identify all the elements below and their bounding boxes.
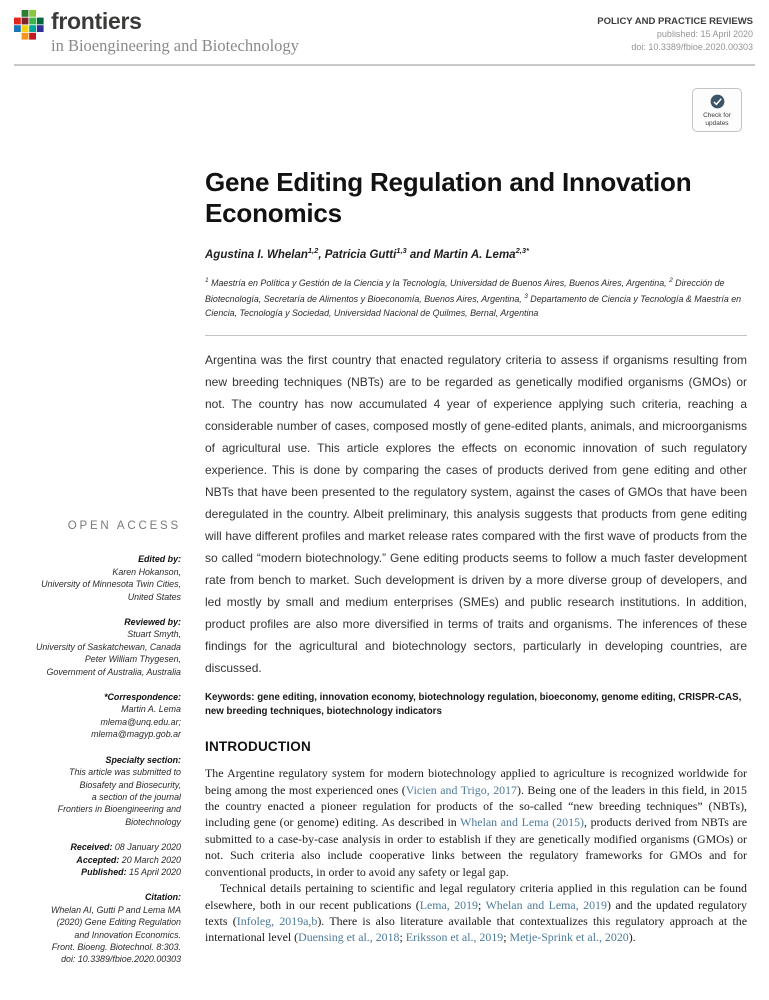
- text-run: The Argentine regulatory system for modern biotechnology applied to agriculture is recognized worldwide for being among the most experienced ones (: [205, 766, 747, 797]
- edited-by-label: Edited by:: [138, 554, 181, 565]
- correspondence-lines: [18, 703, 181, 740]
- doi-line[interactable]: doi: 10.3389/fbioe.2020.00303: [631, 41, 753, 52]
- dates-section: [18, 841, 181, 878]
- received-value: 08 January 2020: [114, 842, 181, 853]
- header-divider: [14, 64, 755, 66]
- text-line: Front. Bioeng. Biotechnol. 8:303.: [51, 941, 181, 952]
- text-line: and Innovation Economics.: [74, 929, 181, 940]
- journal-name: frontiers: [51, 8, 142, 34]
- text-line: Peter William Thygesen,: [84, 654, 181, 665]
- edited-by-lines: [18, 566, 181, 603]
- affiliation-marker: 3: [524, 293, 528, 301]
- text-line: Government of Australia, Australia: [46, 666, 181, 677]
- check-for-updates-label: [703, 112, 731, 127]
- citation-section: [18, 891, 181, 965]
- intro-paragraph-2: [205, 880, 747, 946]
- text-line: Karen Hokanson,: [112, 566, 181, 577]
- published-date-line: published: 15 April 2020: [656, 29, 753, 39]
- text-line: University of Minnesota Twin Cities,: [41, 579, 181, 590]
- citation-link[interactable]: Metje-Sprink et al., 2020: [509, 930, 629, 945]
- text-line: updates: [705, 119, 729, 127]
- crossmark-icon: [710, 94, 725, 109]
- article-type: POLICY AND PRACTICE REVIEWS: [597, 16, 753, 27]
- published-label: Published:: [81, 866, 127, 877]
- check-for-updates-badge[interactable]: [692, 88, 742, 132]
- article-title: Gene Editing Regulation and Innovation Economics: [205, 167, 692, 228]
- text-line: Martin A. Lema: [121, 704, 181, 715]
- text-run: ). There is also literature available that contextualizes this regulatory approach at the international level (: [205, 913, 748, 945]
- text-run: Technical details pertaining to scientific and legal regulatory criteria applied in this regulation can be found elsewhere, both in our recent publications (: [205, 881, 747, 912]
- citation-label: Citation:: [145, 892, 181, 903]
- affiliation-marker: 2: [669, 276, 673, 284]
- reviewed-by-section: [18, 616, 181, 678]
- frontiers-logo-icon: [14, 10, 45, 44]
- text-line: Biotechnology: [125, 816, 181, 827]
- citation-lines: [18, 904, 181, 966]
- journal-subtitle: in Bioengineering and Biotechnology: [51, 36, 299, 55]
- text-line: Biosafety and Biosecurity,: [79, 779, 181, 790]
- text-line: Stuart Smyth,: [127, 629, 181, 640]
- text-line: This article was submitted to: [69, 767, 181, 778]
- text-line: a section of the journal: [91, 791, 181, 802]
- author-affiliation-marker: 1,3: [396, 246, 407, 255]
- email-link[interactable]: mlema@magyp.gob.ar: [91, 729, 181, 740]
- text-run: ).: [628, 930, 636, 945]
- keywords-text: gene editing, innovation economy, biotechnology regulation, bioeconomy, genome editing, CRISPR-CAS, new breeding techniques, biotechnology indicators: [205, 692, 742, 718]
- intro-paragraph-1: [205, 765, 747, 880]
- correspondence-section: [18, 691, 181, 741]
- specialty-lines: [18, 766, 181, 828]
- article-main-column: [205, 167, 747, 946]
- abstract-text: Argentina was the first country that enacted regulatory criteria to assess if organisms resulting from new breeding techniques (NBTs) are to be regarded as genetically modified organisms (GMOs) or not. The country has now accumulated 4 year of experience applying such criteria, reaching a considerable number of cases, composed mostly of gene-edited plants, animals, and microorganisms of agricultural use. This article explores the effects on economic innovation of such regulatory experience. This is done by comparing the cases of products derived from gene editing and other NBTs that have been presented to the regulatory system, against the cases of GMOs that have been deregulated in the country. Albeit preliminary, this analysis suggests that products from gene editing will have different profiles and market release rates compared with the first wave of products from the so called “modern biotechnology.” Gene editing products seems to follow a much faster development rate from bench to market. Such development is driven by a more diverse group of developers, and led mostly by small and medium enterprises (SMEs) and public research institutions. In addition, product profiles are also more diversified in terms of traits and organisms. The inferences of these findings for the agricultural and biotechnology sectors, particularly in developing countries, are discussed.: [205, 353, 747, 676]
- accepted-label: Accepted:: [76, 854, 120, 865]
- frontiers-brand[interactable]: [14, 10, 299, 56]
- author-name: Martin A. Lema: [433, 248, 516, 261]
- author-name: Agustina I. Whelan: [205, 248, 308, 261]
- reviewed-by-label: Reviewed by:: [124, 617, 181, 628]
- edited-by-section: [18, 553, 181, 603]
- citation-link[interactable]: Whelan and Lema, 2019: [485, 897, 607, 912]
- abstract-divider: [205, 335, 747, 336]
- brand-text: [51, 10, 299, 56]
- citation-link[interactable]: Duensing et al., 2018: [298, 930, 400, 945]
- text-line: Check for: [703, 112, 731, 119]
- text-line: Whelan AI, Gutti P and Lema MA: [50, 904, 181, 915]
- text-line: doi: 10.3389/fbioe.2020.00303: [61, 954, 181, 965]
- correspondence-label: *Correspondence:: [104, 692, 181, 703]
- text-run: ;: [503, 930, 510, 945]
- author-affiliation-marker: 2,3*: [515, 246, 529, 255]
- text-run: ) and the updated regulatory texts (: [205, 897, 747, 928]
- specialty-section: [18, 754, 181, 828]
- citation-link[interactable]: Infoleg, 2019a,b: [236, 913, 318, 928]
- specialty-label: Specialty section:: [105, 754, 181, 765]
- affiliation-marker: 1: [205, 276, 209, 284]
- open-access-label: OPEN ACCESS: [67, 520, 181, 532]
- reviewed-by-lines: [18, 628, 181, 678]
- author-affiliation-marker: 1,2: [307, 246, 319, 255]
- published-value: 15 April 2020: [129, 866, 181, 877]
- author-name: Patricia Gutti: [324, 248, 397, 261]
- article-info-sidebar: [18, 520, 181, 979]
- text-run: , products derived from NBTs are submitted to a case-by-case analysis in order to establish if they are genetically modified organisms (GMOs) or not. Such criteria also include cooperative links between the regulatory frameworks for GMOs and for conventional products, in order to avoid any safety or legal gap.: [205, 815, 747, 879]
- text-run: ;: [478, 897, 486, 912]
- keywords-label: Keywords:: [205, 692, 255, 704]
- text-line: University of Saskatchewan, Canada: [35, 641, 181, 652]
- citation-link[interactable]: Lema, 2019: [419, 897, 478, 912]
- journal-header: [14, 10, 753, 56]
- article-meta-block: [597, 10, 753, 53]
- received-line: [18, 841, 181, 853]
- text-run: ;: [399, 930, 406, 945]
- accepted-line: [18, 854, 181, 866]
- author-list: Agustina I. Whelan$^{1,2}$, Patricia Gutti$^{1,3}$ and Martin A. Lema$^{2,3*}$: [205, 246, 529, 261]
- keywords-line: [205, 691, 747, 719]
- citation-link[interactable]: Whelan and Lema (2015): [460, 815, 584, 830]
- text-line: Frontiers in Bioengineering and: [57, 804, 181, 815]
- accepted-value: 20 March 2020: [121, 854, 181, 865]
- published-line: [18, 866, 181, 878]
- affiliations: $^1$ Maestría en Política y Gestión de la Ciencia y la Tecnología, Universidad de Buenos Aires, Buenos Aires, Argentina, $^2$ Dirección de Biotecnología, Secretaría de Alimentos y Bioeconomía, Buenos Aires, Argentina, $^3$ Departamento de Ciencia y Tecnología & Maestría en Ciencia, Tecnología y Sociedad, Universidad Nacional de Quilmes, Bernal, Argentina: [205, 276, 742, 318]
- received-label: Received:: [70, 842, 113, 853]
- section-heading-introduction: INTRODUCTION: [205, 739, 311, 755]
- email-link[interactable]: mlema@unq.edu.ar;: [100, 716, 181, 727]
- citation-link[interactable]: Eriksson et al., 2019: [405, 930, 504, 945]
- text-line: United States: [127, 591, 181, 602]
- text-run: ). Being one of the leaders in this field, in 2015 the country enacted a pioneer regulation for products of the so-called “new breeding techniques” (NBTs), including gene (or genome) editing. As described in: [205, 782, 747, 830]
- text-line: (2020) Gene Editing Regulation: [56, 917, 181, 928]
- citation-link[interactable]: Vicien and Trigo, 2017: [405, 782, 517, 797]
